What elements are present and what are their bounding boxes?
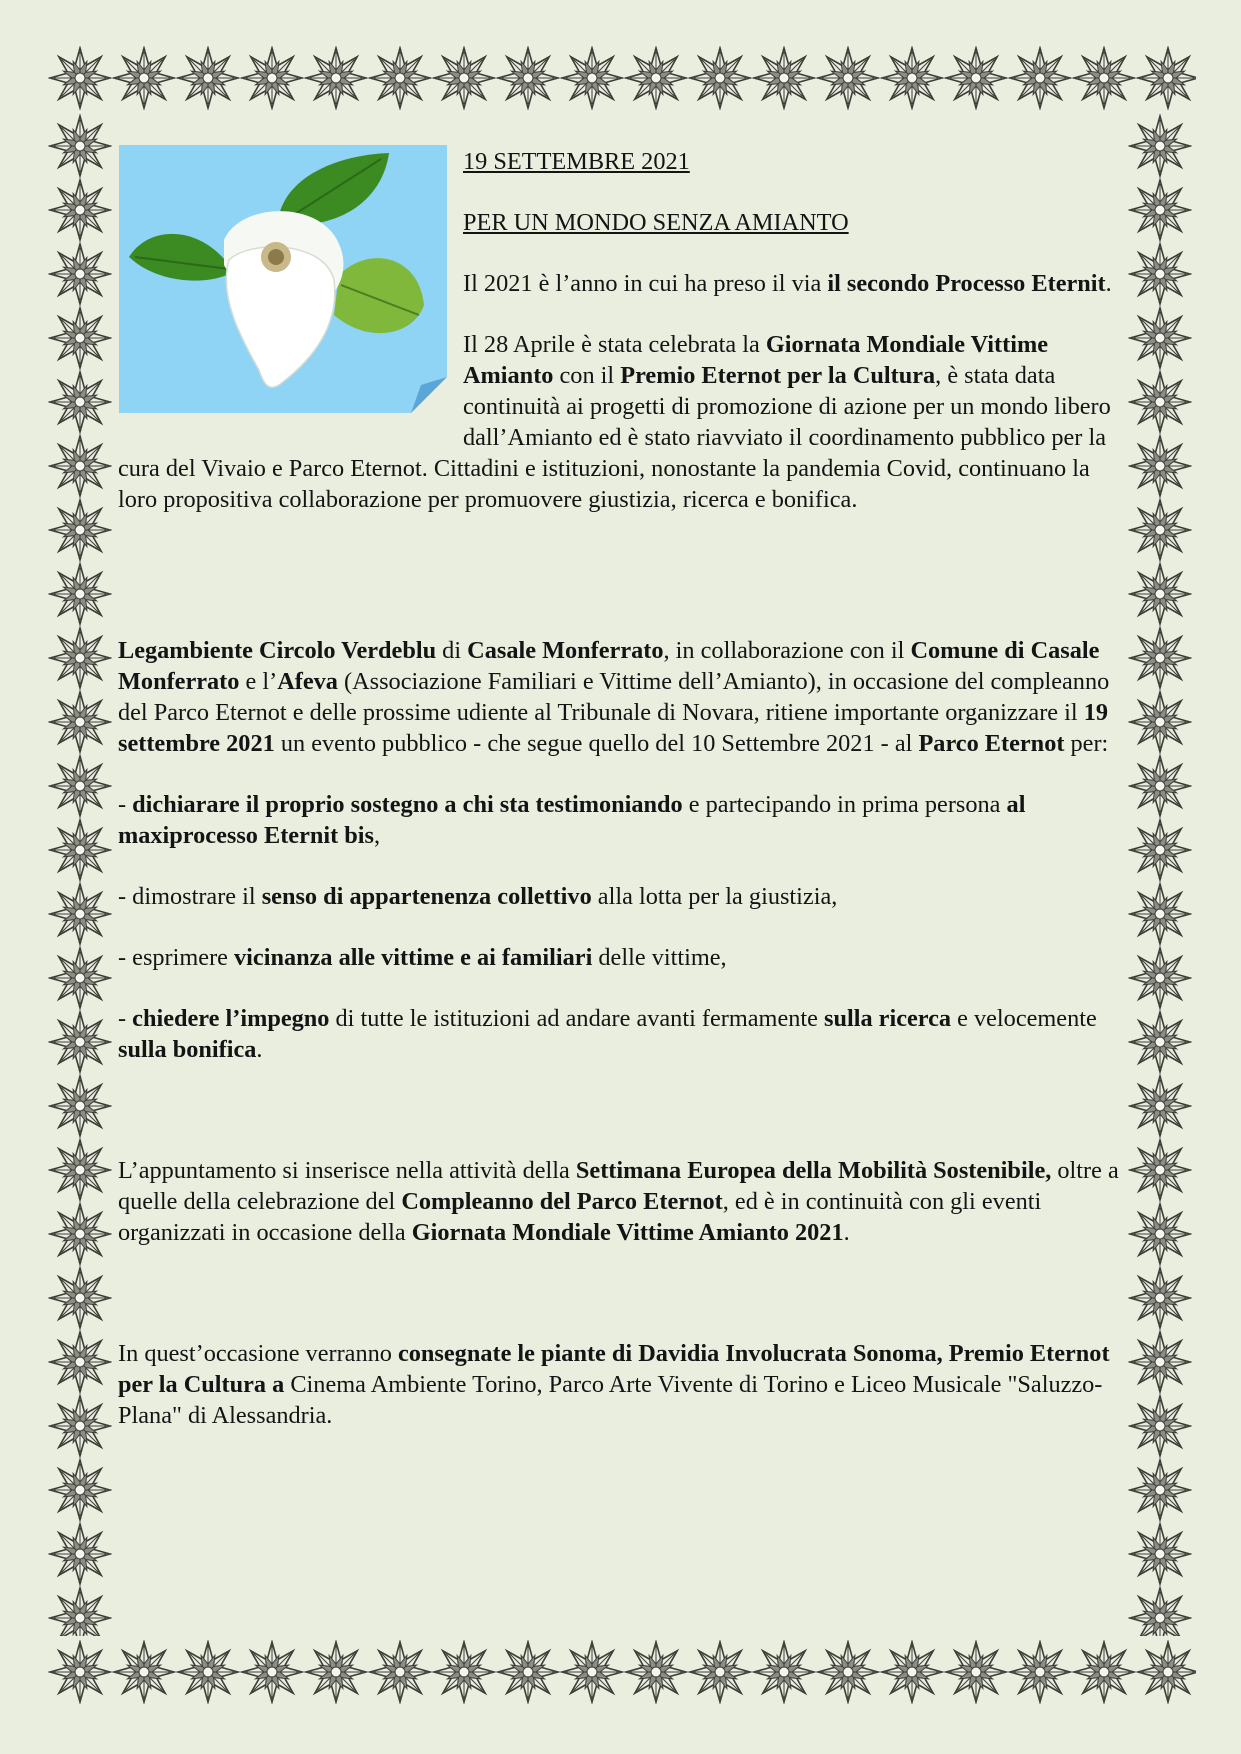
snowflake-star-ornament-icon	[432, 1640, 496, 1704]
text-run: e partecipando in prima persona	[682, 791, 1007, 818]
snowflake-star-ornament-icon	[48, 242, 112, 306]
bold-text-run: Premio Eternot per la Cultura	[620, 362, 936, 389]
bold-text-run: Legambiente Circolo Verdeblu	[118, 637, 437, 664]
snowflake-star-ornament-icon	[624, 46, 688, 110]
snowflake-star-ornament-icon	[880, 1640, 944, 1704]
text-run: -	[118, 791, 133, 818]
paragraph-legambiente	[118, 635, 1122, 759]
snowflake-star-ornament-icon	[112, 1640, 176, 1704]
snowflake-star-ornament-icon	[240, 46, 304, 110]
snowflake-star-ornament-icon	[48, 626, 112, 690]
list-item-support	[118, 789, 1122, 851]
bold-text-run: Compleanno del Parco Eternot	[401, 1188, 723, 1215]
decorative-border-left	[44, 114, 116, 1636]
snowflake-star-ornament-icon	[48, 1138, 112, 1202]
snowflake-star-ornament-icon	[1128, 306, 1192, 370]
bold-text-run: Giornata Mondiale Vittime Amianto	[463, 331, 1048, 389]
list-item-belonging	[118, 881, 1122, 912]
snowflake-star-ornament-icon	[48, 562, 112, 626]
snowflake-star-ornament-icon	[1128, 1458, 1192, 1522]
snowflake-star-ornament-icon	[1128, 434, 1192, 498]
snowflake-star-ornament-icon	[48, 306, 112, 370]
bold-text-run: sulla ricerca	[823, 1005, 952, 1032]
snowflake-star-ornament-icon	[368, 46, 432, 110]
snowflake-star-ornament-icon	[1128, 1202, 1192, 1266]
snowflake-star-ornament-icon	[560, 1640, 624, 1704]
snowflake-star-ornament-icon	[176, 1640, 240, 1704]
snowflake-star-ornament-icon	[1128, 690, 1192, 754]
snowflake-star-ornament-icon	[48, 434, 112, 498]
decorative-border-right	[1124, 114, 1196, 1636]
bold-text-run: chiedere l’impegno	[132, 1005, 330, 1032]
snowflake-star-ornament-icon	[1128, 1522, 1192, 1586]
snowflake-star-ornament-icon	[1128, 1074, 1192, 1138]
text-run: L’appuntamento si inserisce nella attività della	[118, 1157, 576, 1184]
snowflake-star-ornament-icon	[48, 114, 112, 178]
text-run: .	[843, 1219, 850, 1246]
snowflake-star-ornament-icon	[240, 1640, 304, 1704]
text-run: alla lotta per la giustizia,	[591, 883, 838, 910]
snowflake-star-ornament-icon	[48, 754, 112, 818]
text-run: ,	[374, 822, 381, 849]
snowflake-star-ornament-icon	[1128, 1266, 1192, 1330]
text-run: per:	[1064, 730, 1109, 757]
snowflake-star-ornament-icon	[48, 690, 112, 754]
date-text: 19 SETTEMBRE 2021	[463, 148, 690, 175]
bold-text-run: Casale Monferrato	[467, 637, 664, 664]
snowflake-star-ornament-icon	[1072, 46, 1136, 110]
text-run: di tutte le istituzioni ad andare avanti fermamente	[329, 1005, 824, 1032]
snowflake-star-ornament-icon	[1128, 626, 1192, 690]
text-run: In quest’occasione verranno	[118, 1340, 398, 1367]
snowflake-star-ornament-icon	[560, 46, 624, 110]
spacer	[118, 1278, 1122, 1338]
bold-text-run: dichiarare il proprio sostegno a chi sta testimoniando	[132, 791, 683, 818]
text-run: .	[256, 1036, 263, 1063]
bold-text-run: al maxiprocesso Eternit bis	[118, 791, 1026, 849]
snowflake-star-ornament-icon	[688, 1640, 752, 1704]
spacer	[118, 1095, 1122, 1155]
list-item-closeness	[118, 942, 1122, 973]
text-run: e l’	[239, 668, 278, 695]
text-run: delle vittime,	[592, 944, 727, 971]
snowflake-star-ornament-icon	[48, 46, 112, 110]
snowflake-star-ornament-icon	[624, 1640, 688, 1704]
snowflake-star-ornament-icon	[1008, 46, 1072, 110]
text-run: - esprimere	[118, 944, 235, 971]
bold-text-run: Afeva	[277, 668, 338, 695]
title-text: PER UN MONDO SENZA AMIANTO	[463, 209, 849, 236]
snowflake-star-ornament-icon	[48, 370, 112, 434]
snowflake-star-ornament-icon	[1128, 242, 1192, 306]
paragraph-mobility-week	[118, 1155, 1122, 1248]
bold-text-run: Giornata Mondiale Vittime Amianto 2021	[411, 1219, 844, 1246]
snowflake-star-ornament-icon	[816, 46, 880, 110]
snowflake-star-ornament-icon	[112, 46, 176, 110]
snowflake-star-ornament-icon	[1128, 882, 1192, 946]
bold-text-run: 19 settembre 2021	[118, 699, 1109, 757]
snowflake-star-ornament-icon	[1072, 1640, 1136, 1704]
snowflake-star-ornament-icon	[1128, 818, 1192, 882]
text-run: Il 28 Aprile è stata celebrata la	[463, 331, 766, 358]
snowflake-star-ornament-icon	[48, 946, 112, 1010]
bold-text-run: consegnate le piante di Davidia Involucrata Sonoma, Premio Eternot per la Cultura a	[118, 1340, 1110, 1398]
decorative-border-bottom	[44, 1636, 1196, 1708]
snowflake-star-ornament-icon	[48, 1458, 112, 1522]
snowflake-star-ornament-icon	[48, 1010, 112, 1074]
bold-text-run: il secondo Processo Eternit	[827, 270, 1106, 297]
snowflake-star-ornament-icon	[1128, 1394, 1192, 1458]
snowflake-star-ornament-icon	[1128, 114, 1192, 178]
snowflake-star-ornament-icon	[48, 1074, 112, 1138]
snowflake-star-ornament-icon	[1136, 1640, 1196, 1704]
snowflake-star-ornament-icon	[1128, 498, 1192, 562]
snowflake-star-ornament-icon	[880, 46, 944, 110]
article-body	[118, 146, 1122, 1461]
list-item-commitment	[118, 1003, 1122, 1065]
text-run: con il	[553, 362, 621, 389]
text-run: , in collaborazione con il	[663, 637, 911, 664]
snowflake-star-ornament-icon	[48, 1586, 112, 1636]
snowflake-star-ornament-icon	[1136, 46, 1196, 110]
text-run: , è stata data continuità ai progetti di promozione di azione per un mondo libero dall’Amianto ed è stato riavviato il coordinamento pubblico per la cura del Vivaio e Parco Eternot. Cittadini e istituzioni, nonostante la pandemia Covid, continuano la loro propositiva collaborazione per promuovere giustizia, ricerca e bonifica.	[118, 362, 1111, 513]
snowflake-star-ornament-icon	[304, 46, 368, 110]
text-run: un evento pubblico - che segue quello del 10 Settembre 2021 - al	[274, 730, 919, 757]
snowflake-star-ornament-icon	[48, 178, 112, 242]
snowflake-star-ornament-icon	[48, 498, 112, 562]
text-run: -	[118, 1005, 133, 1032]
snowflake-star-ornament-icon	[816, 1640, 880, 1704]
paragraph-plants	[118, 1338, 1122, 1431]
bold-text-run: senso di appartenenza collettivo	[261, 883, 592, 910]
snowflake-star-ornament-icon	[944, 46, 1008, 110]
bold-text-run: Settimana Europea della Mobilità Sostenibile,	[575, 1157, 1052, 1184]
snowflake-star-ornament-icon	[304, 1640, 368, 1704]
snowflake-star-ornament-icon	[752, 1640, 816, 1704]
text-run: , ed è in continuità con gli eventi organizzati in occasione della	[118, 1188, 1042, 1246]
snowflake-star-ornament-icon	[1128, 754, 1192, 818]
text-run: .	[1105, 270, 1112, 297]
snowflake-star-ornament-icon	[1128, 370, 1192, 434]
bold-text-run: Comune di Casale Monferrato	[118, 637, 1100, 695]
snowflake-star-ornament-icon	[944, 1640, 1008, 1704]
snowflake-star-ornament-icon	[48, 1330, 112, 1394]
spacer	[118, 545, 1122, 635]
snowflake-star-ornament-icon	[1008, 1640, 1072, 1704]
text-run: Il 2021 è l’anno in cui ha preso il via	[463, 270, 828, 297]
snowflake-star-ornament-icon	[1128, 1586, 1192, 1636]
snowflake-star-ornament-icon	[48, 882, 112, 946]
snowflake-star-ornament-icon	[48, 1394, 112, 1458]
snowflake-star-ornament-icon	[48, 818, 112, 882]
photo-spacer	[118, 146, 463, 426]
text-run: (Associazione Familiari e Vittime dell’Amianto), in occasione del compleanno del Parco Eternot e delle prossime udiente al Tribunale di Novara, ritiene importante organizzare il	[118, 668, 1110, 726]
snowflake-star-ornament-icon	[752, 46, 816, 110]
text-run: - dimostrare il	[118, 883, 262, 910]
snowflake-star-ornament-icon	[1128, 946, 1192, 1010]
snowflake-star-ornament-icon	[688, 46, 752, 110]
snowflake-star-ornament-icon	[48, 1522, 112, 1586]
text-run: oltre a quelle della celebrazione del	[118, 1157, 1119, 1215]
text-run: Cinema Ambiente Torino, Parco Arte Vivente di Torino e Liceo Musicale "Saluzzo-Plana" di Alessandria.	[118, 1371, 1103, 1429]
snowflake-star-ornament-icon	[48, 1266, 112, 1330]
decorative-border-top	[44, 42, 1196, 114]
snowflake-star-ornament-icon	[1128, 562, 1192, 626]
text-run: di	[436, 637, 468, 664]
snowflake-star-ornament-icon	[496, 46, 560, 110]
snowflake-star-ornament-icon	[432, 46, 496, 110]
text-run: e velocemente	[951, 1005, 1097, 1032]
snowflake-star-ornament-icon	[48, 1640, 112, 1704]
snowflake-star-ornament-icon	[368, 1640, 432, 1704]
bold-text-run: Parco Eternot	[918, 730, 1065, 757]
snowflake-star-ornament-icon	[48, 1202, 112, 1266]
snowflake-star-ornament-icon	[1128, 178, 1192, 242]
snowflake-star-ornament-icon	[1128, 1330, 1192, 1394]
snowflake-star-ornament-icon	[496, 1640, 560, 1704]
snowflake-star-ornament-icon	[176, 46, 240, 110]
bold-text-run: vicinanza alle vittime e ai familiari	[234, 944, 593, 971]
snowflake-star-ornament-icon	[1128, 1138, 1192, 1202]
bold-text-run: sulla bonifica	[118, 1036, 257, 1063]
snowflake-star-ornament-icon	[1128, 1010, 1192, 1074]
